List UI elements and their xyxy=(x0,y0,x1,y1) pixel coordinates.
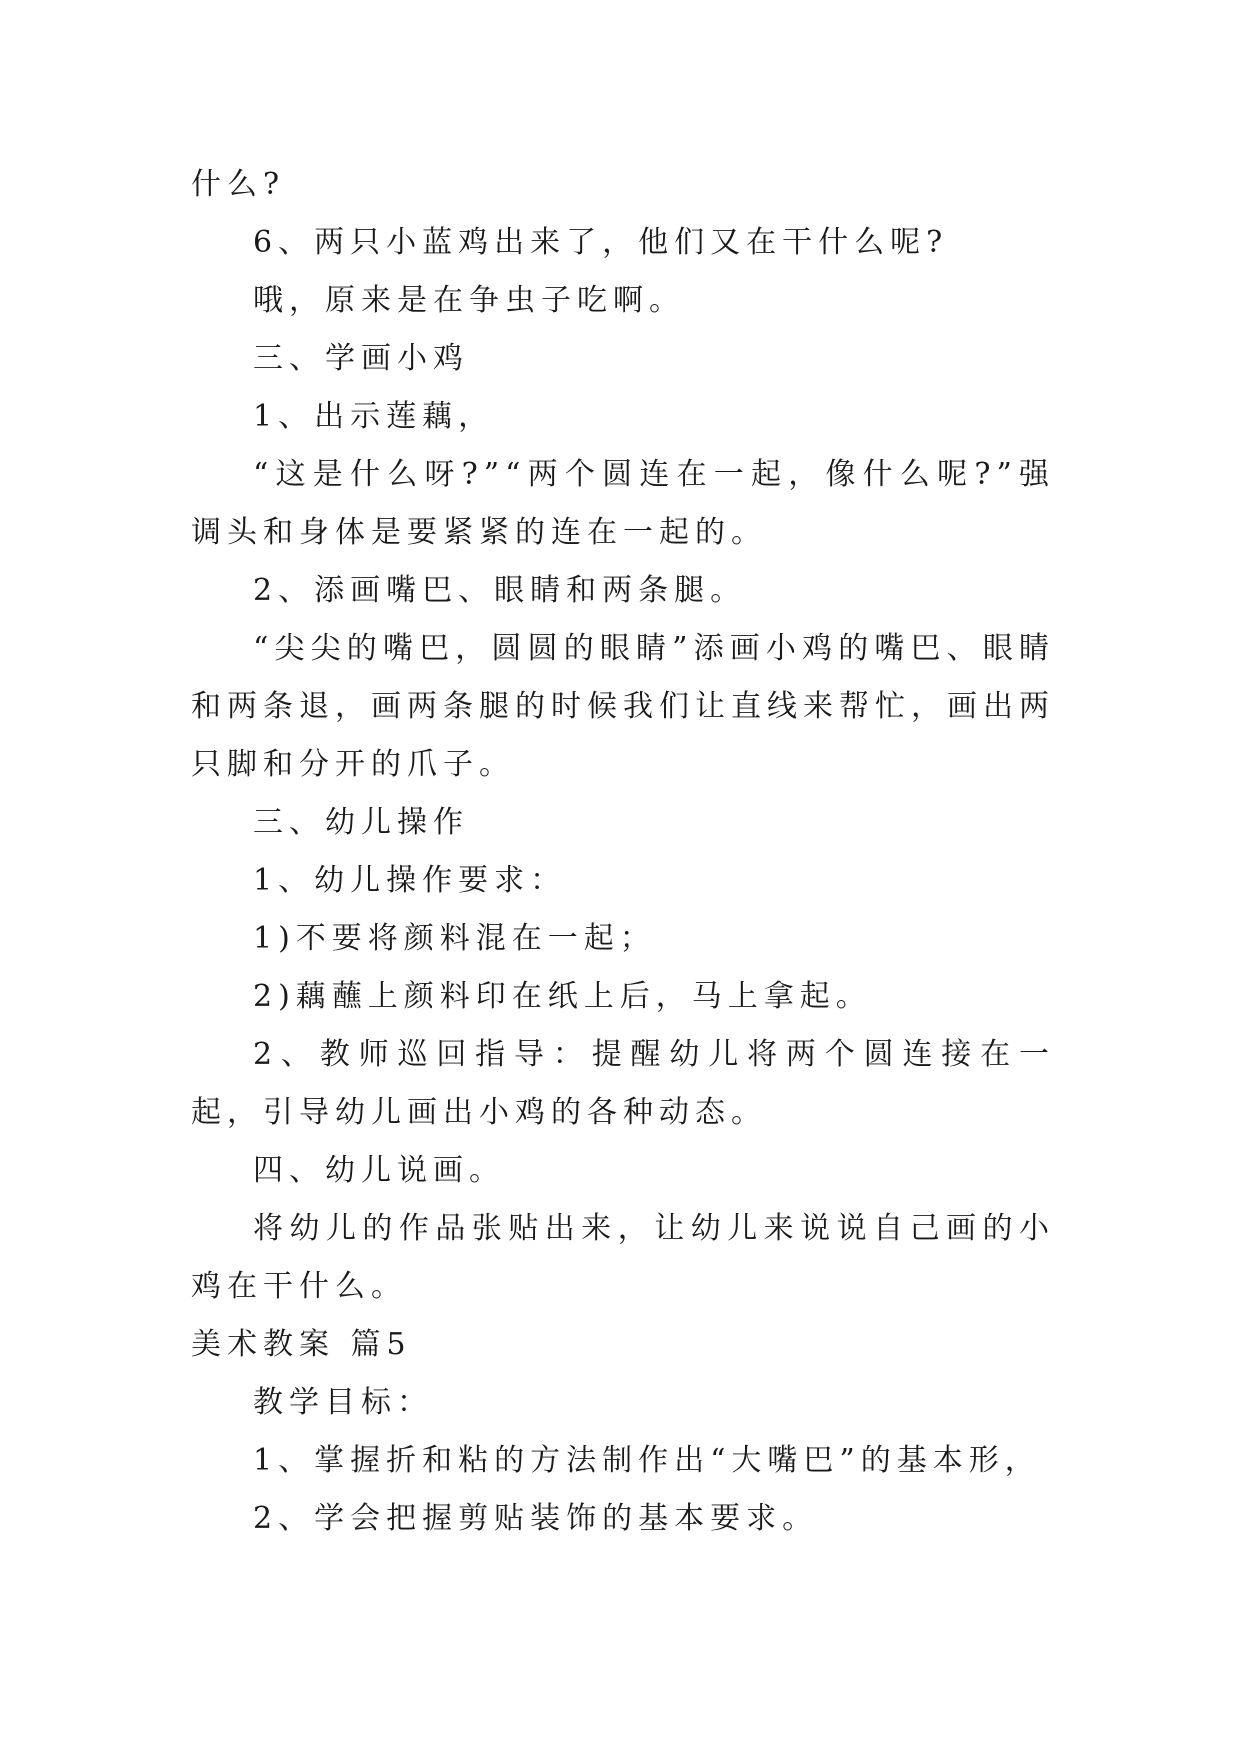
paragraph: 2、学会把握剪贴装饰的基本要求。 xyxy=(253,1501,819,1536)
paragraph-heading: 教学目标： xyxy=(253,1385,433,1420)
paragraph: 什么? xyxy=(191,167,286,202)
paragraph: 将幼儿的作品张贴出来，让幼儿来说说自己画的小鸡在干什么。 xyxy=(191,1211,1055,1304)
paragraph: 1)不要将颜料混在一起； xyxy=(253,921,656,956)
section-title: 美术教案 篇5 xyxy=(191,1327,412,1362)
document-body xyxy=(191,156,1055,1548)
paragraph-heading: 三、幼儿操作 xyxy=(253,805,469,840)
paragraph: 1、幼儿操作要求： xyxy=(253,863,567,898)
paragraph-heading: 四、幼儿说画。 xyxy=(253,1153,505,1188)
paragraph: “这是什么呀?”“两个圆连在一起，像什么呢?”强调头和身体是要紧紧的连在一起的。 xyxy=(191,457,1055,550)
paragraph: 2)藕蘸上颜料印在纸上后，马上拿起。 xyxy=(253,979,872,1014)
paragraph: 1、出示莲藕， xyxy=(253,399,495,434)
paragraph: 6、两只小蓝鸡出来了，他们又在干什么呢? xyxy=(253,225,949,260)
paragraph-heading: 三、学画小鸡 xyxy=(253,341,469,376)
paragraph: “尖尖的嘴巴，圆圆的眼睛”添画小鸡的嘴巴、眼睛和两条退，画两条腿的时候我们让直线来帮忙，画出两只脚和分开的爪子。 xyxy=(191,631,1055,782)
paragraph: 2、添画嘴巴、眼睛和两条腿。 xyxy=(253,573,747,608)
paragraph: 2、教师巡回指导：提醒幼儿将两个圆连接在一起，引导幼儿画出小鸡的各种动态。 xyxy=(191,1037,1055,1130)
paragraph: 哦，原来是在争虫子吃啊。 xyxy=(253,283,685,318)
paragraph: 1、掌握折和粘的方法制作出“大嘴巴”的基本形， xyxy=(253,1443,1041,1478)
